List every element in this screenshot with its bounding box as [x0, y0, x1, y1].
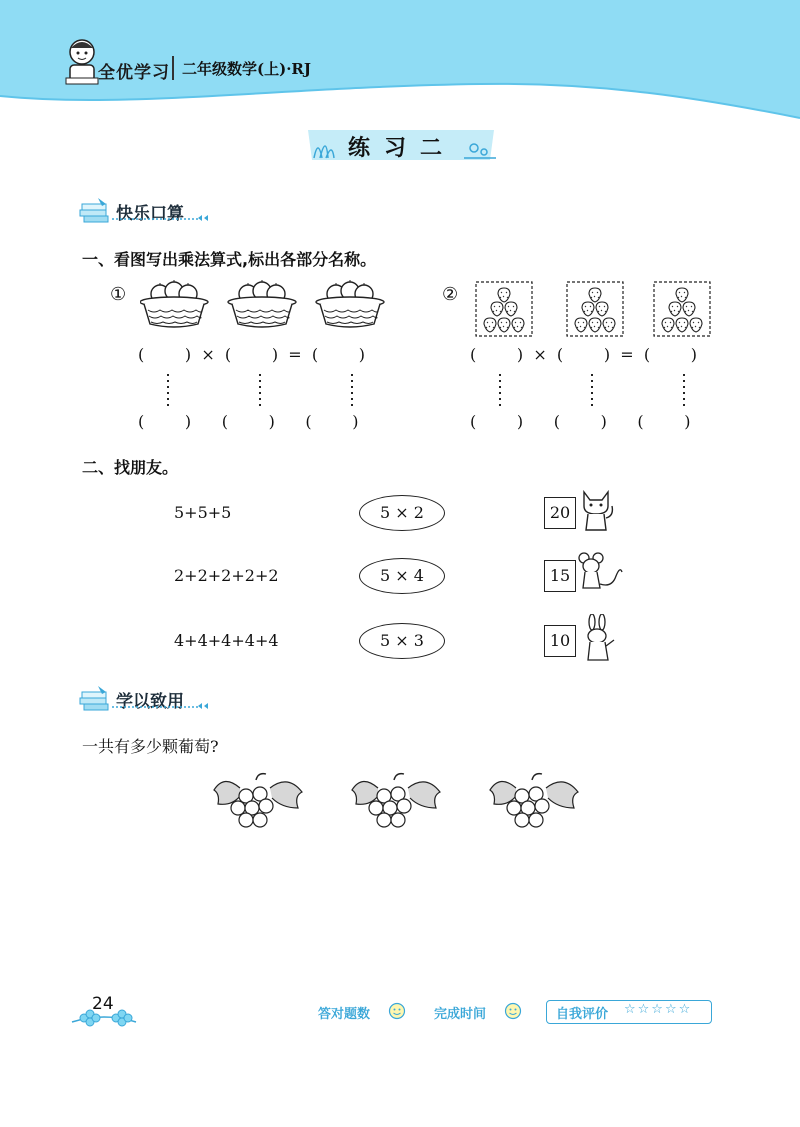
item-2-marker: ② — [442, 284, 459, 305]
item-1-marker: ① — [110, 284, 127, 305]
cat-icon — [578, 488, 614, 534]
question-2-prompt: 二、找朋友。 — [82, 458, 179, 477]
grape-cluster-icon — [214, 774, 302, 827]
grape-cluster-group — [210, 768, 590, 832]
student-mascot-icon — [62, 36, 102, 88]
self-evaluation-label: 自我评价 — [556, 1007, 609, 1022]
section-heading-apply: 学以致用 — [116, 692, 184, 712]
page-number: 24 — [92, 994, 114, 1014]
answer-box[interactable]: 15 — [544, 560, 576, 592]
grape-cluster-icon — [490, 774, 578, 827]
addition-expression: 2+2+2+2+2 — [174, 566, 279, 585]
book-stack-icon — [78, 684, 112, 712]
item-2-name-row[interactable]: ( ) ( ) ( ) — [470, 412, 691, 431]
item-1-equation-row[interactable]: ( ) × ( ) = ( ) — [138, 345, 366, 364]
question-3-prompt: 一共有多少颗葡萄? — [82, 737, 219, 756]
section-underline — [112, 702, 216, 710]
answer-box[interactable]: 20 — [544, 497, 576, 529]
correct-count-label: 答对题数 — [318, 1007, 371, 1022]
section-heading-mental-math: 快乐口算 — [116, 204, 184, 224]
smiley-icon — [504, 1002, 522, 1020]
addition-expression: 5+5+5 — [174, 503, 232, 522]
section-underline — [112, 214, 216, 222]
strawberry-box-group — [474, 280, 714, 340]
product-oval[interactable]: 5 × 2 — [359, 495, 445, 531]
apple-basket-group — [140, 280, 396, 332]
book-stack-icon — [78, 196, 112, 224]
header-divider — [172, 56, 174, 80]
product-oval[interactable]: 5 × 4 — [359, 558, 445, 594]
addition-expression: 4+4+4+4+4 — [174, 631, 279, 650]
smiley-icon — [388, 1002, 406, 1020]
apple-basket-icon — [316, 280, 384, 327]
item-1-dotted-connectors — [160, 372, 360, 408]
grape-cluster-icon — [352, 774, 440, 827]
apple-basket-icon — [228, 280, 296, 327]
completion-time-label: 完成时间 — [434, 1007, 487, 1022]
item-2-dotted-connectors — [492, 372, 696, 408]
footer-stats — [318, 1003, 370, 1022]
apple-basket-icon — [140, 280, 208, 327]
rating-stars[interactable]: ☆☆☆☆☆ — [624, 1002, 693, 1017]
rabbit-icon — [580, 614, 616, 666]
subject-label: 二年级数学(上)·RJ — [182, 60, 311, 78]
brand-logo-text: 全优学习 — [98, 63, 170, 83]
mouse-icon — [576, 552, 624, 592]
question-1-prompt: 一、看图写出乘法算式,标出各部分名称。 — [82, 250, 377, 269]
product-oval[interactable]: 5 × 3 — [359, 623, 445, 659]
item-2-equation-row[interactable]: ( ) × ( ) = ( ) — [470, 345, 698, 364]
page-title: 练习二 — [347, 136, 456, 161]
answer-box[interactable]: 10 — [544, 625, 576, 657]
item-1-name-row[interactable]: ( ) ( ) ( ) — [138, 412, 359, 431]
